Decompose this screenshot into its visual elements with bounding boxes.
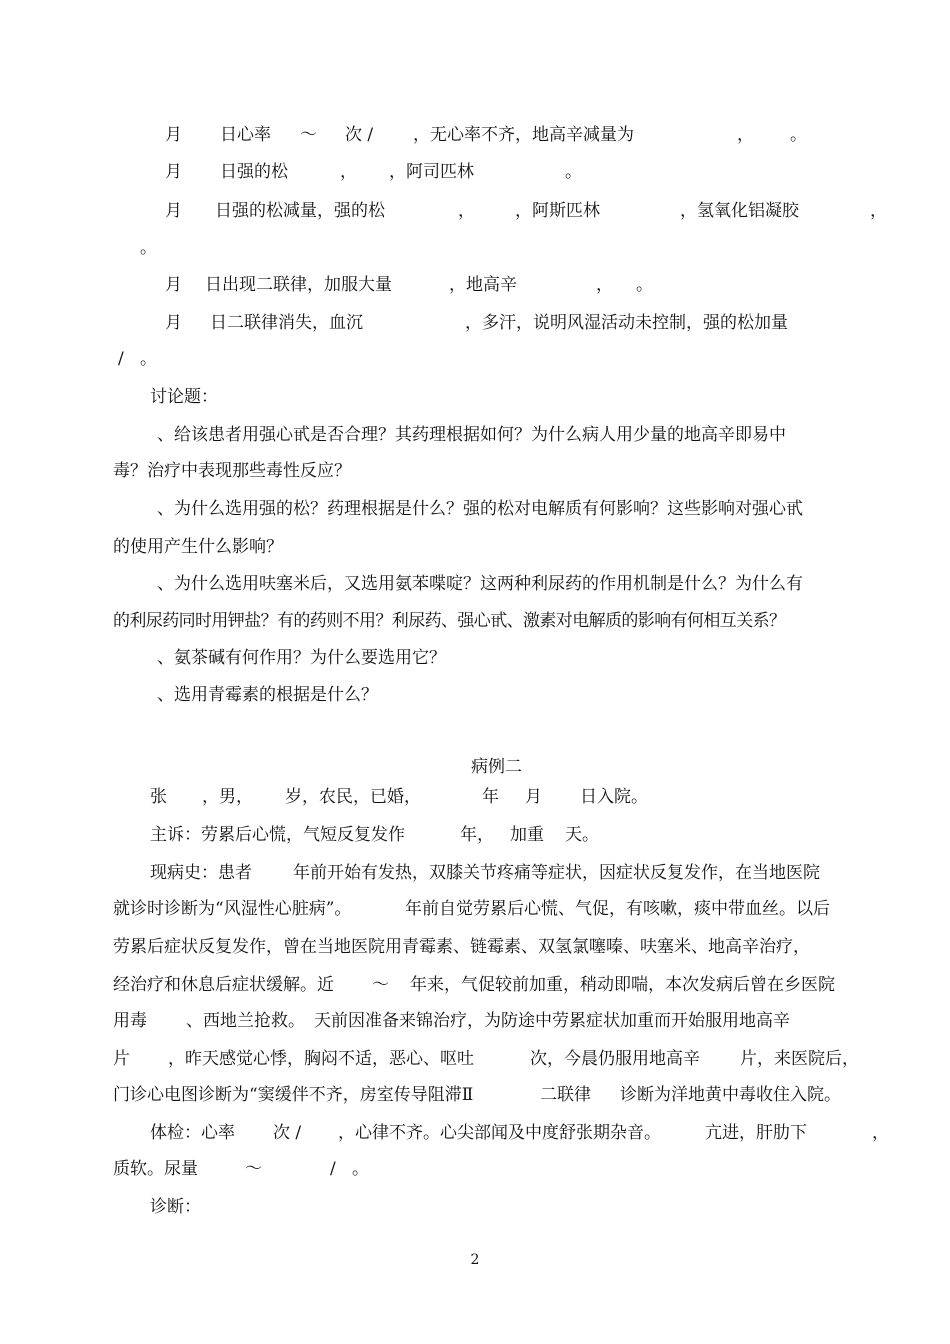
- text-run: ，: [596, 275, 613, 295]
- text-run: ，: [872, 1123, 889, 1143]
- text-run: ，男，: [202, 787, 253, 807]
- text-run: ，地高辛: [449, 275, 517, 295]
- text-run: ，多汗，说明风湿活动未控制，强的松加量: [465, 313, 788, 333]
- text-line: [0, 1193, 950, 1221]
- text-run: 年前自觉劳累后心慌、气促，有咳嗽，痰中带血丝。以后: [405, 899, 830, 919]
- text-line: [0, 1155, 950, 1183]
- text-run: ～: [245, 1159, 262, 1179]
- text-run: 、为什么选用呋塞米后，又选用氨苯喋啶？这两种利尿药的作用机制是什么？为什么有: [157, 574, 803, 594]
- text-run: 片: [113, 1049, 130, 1069]
- text-run: 门诊心电图诊断为“窦缓伴不齐，房室传导阻滞Ⅱ: [113, 1085, 474, 1105]
- text-run: ，心律不齐。心尖部闻及中度舒张期杂音。: [338, 1123, 661, 1143]
- text-run: 的利尿药同时用钾盐？有的药则不用？利尿药、强心甙、激素对电解质的影响有何相互关系？: [113, 611, 786, 631]
- text-run: 月: [165, 313, 182, 333]
- text-run: 体检：心率: [150, 1123, 235, 1143]
- page-number: 2: [470, 1252, 480, 1268]
- text-run: 毒？治疗中表现那些毒性反应？: [113, 461, 351, 481]
- text-run: 经治疗和休息后症状缓解。近: [113, 975, 334, 995]
- text-run: ，阿斯匹林: [515, 201, 600, 221]
- text-run: 次，今晨仍服用地高辛: [530, 1049, 700, 1069]
- text-line: [0, 859, 950, 887]
- text-run: 、选用青霉素的根据是什么？: [157, 685, 378, 705]
- text-run: 的使用产生什么影响？: [113, 537, 283, 557]
- text-run: ～: [300, 125, 317, 145]
- text-run: 、氨茶碱有何作用？为什么要选用它？: [157, 648, 446, 668]
- text-line: [0, 533, 950, 561]
- text-run: 日强的松: [220, 162, 288, 182]
- text-run: 张: [150, 787, 167, 807]
- text-run: 、西地兰抢救。: [186, 1011, 305, 1031]
- text-run: 日强的松减量，强的松: [215, 201, 385, 221]
- text-run: ，阿司匹林: [389, 162, 474, 182]
- text-run: 月: [165, 162, 182, 182]
- text-run: ，氢氧化铝凝胶: [680, 201, 799, 221]
- text-line: [0, 1007, 950, 1035]
- section-title: [0, 753, 950, 781]
- text-run: 。: [790, 125, 807, 145]
- text-run: 亢进，肝肋下: [705, 1123, 807, 1143]
- text-run: 次 /: [273, 1123, 302, 1143]
- text-run: /: [118, 349, 124, 369]
- text-run: ，无心率不齐，地高辛减量为: [413, 125, 634, 145]
- text-line: [0, 197, 950, 225]
- text-run: 二联律: [540, 1085, 591, 1105]
- text-run: 、为什么选用强的松？药理根据是什么？强的松对电解质有何影响？这些影响对强心甙: [157, 499, 803, 519]
- text-run: 质软。尿量: [113, 1159, 198, 1179]
- text-run: ，: [458, 201, 475, 221]
- text-line: [0, 971, 950, 999]
- text-run: 。: [140, 349, 157, 369]
- text-run: 就诊时诊断为“风湿性心脏病”。: [113, 899, 352, 919]
- text-line: [0, 1081, 950, 1109]
- text-run: ，: [340, 162, 357, 182]
- text-line: [0, 1045, 950, 1073]
- text-run: ～: [372, 975, 389, 995]
- text-run: 日心率: [220, 125, 271, 145]
- text-line: [0, 309, 950, 337]
- text-line: [0, 421, 950, 449]
- text-run: 天前因准备来锦治疗，为防途中劳累症状加重而开始服用地高辛: [314, 1011, 790, 1031]
- text-run: 年前开始有发热，双膝关节疼痛等症状，因症状反复发作，在当地医院: [293, 863, 820, 883]
- text-run: 年，: [460, 825, 494, 845]
- text-run: 天。: [565, 825, 599, 845]
- text-run: 月: [165, 275, 182, 295]
- text-run: 岁，农民，已婚，: [285, 787, 421, 807]
- text-run: 诊断为洋地黄中毒收住入院。: [620, 1085, 841, 1105]
- text-run: 月: [165, 125, 182, 145]
- text-line: [0, 681, 950, 709]
- text-run: ，: [737, 125, 754, 145]
- text-run: 年来，气促较前加重，稍动即喘，本次发病后曾在乡医院: [410, 975, 835, 995]
- text-run: 。: [565, 162, 582, 182]
- text-line: [0, 570, 950, 598]
- text-line: [0, 644, 950, 672]
- text-line: [0, 895, 950, 923]
- text-run: 。: [140, 238, 157, 258]
- text-line: [0, 783, 950, 811]
- text-line: [0, 158, 950, 186]
- text-run: 诊断：: [150, 1197, 201, 1217]
- text-run: 片，来医院后，: [740, 1049, 859, 1069]
- text-line: [0, 607, 950, 635]
- text-line: [0, 383, 950, 411]
- text-line: [0, 821, 950, 849]
- text-line: [0, 457, 950, 485]
- text-line: [0, 271, 950, 299]
- text-run: 讨论题：: [150, 387, 218, 407]
- text-run: 。: [352, 1159, 369, 1179]
- text-run: 年: [482, 787, 499, 807]
- text-line: [0, 495, 950, 523]
- text-run: /: [330, 1159, 336, 1179]
- text-run: 现病史：患者: [150, 863, 252, 883]
- text-run: 。: [636, 275, 653, 295]
- text-line: [0, 234, 950, 262]
- text-run: 次 /: [345, 125, 374, 145]
- text-run: 日二联律消失，血沉: [210, 313, 363, 333]
- text-run: 月: [165, 201, 182, 221]
- text-run: 、给该患者用强心甙是否合理？其药理根据如何？为什么病人用少量的地高辛即易中: [157, 425, 786, 445]
- text-run: 用毒: [113, 1011, 147, 1031]
- text-run: 劳累后症状反复发作，曾在当地医院用青霉素、链霉素、双氢氯噻嗪、呋塞米、地高辛治疗，: [113, 937, 810, 957]
- text-run: 日出现二联律，加服大量: [205, 275, 392, 295]
- text-run: 主诉：劳累后心慌，气短反复发作: [150, 825, 405, 845]
- text-run: ，昨天感觉心悸，胸闷不适，恶心、呕吐: [168, 1049, 474, 1069]
- text-line: [0, 933, 950, 961]
- text-line: [0, 121, 950, 149]
- text-run: 加重: [510, 825, 544, 845]
- text-run: 日入院。: [580, 787, 648, 807]
- text-line: [0, 1119, 950, 1147]
- text-line: [0, 345, 950, 373]
- text-run: ，: [870, 201, 887, 221]
- text-run: 月: [525, 787, 542, 807]
- text-run: 病例二: [471, 757, 522, 777]
